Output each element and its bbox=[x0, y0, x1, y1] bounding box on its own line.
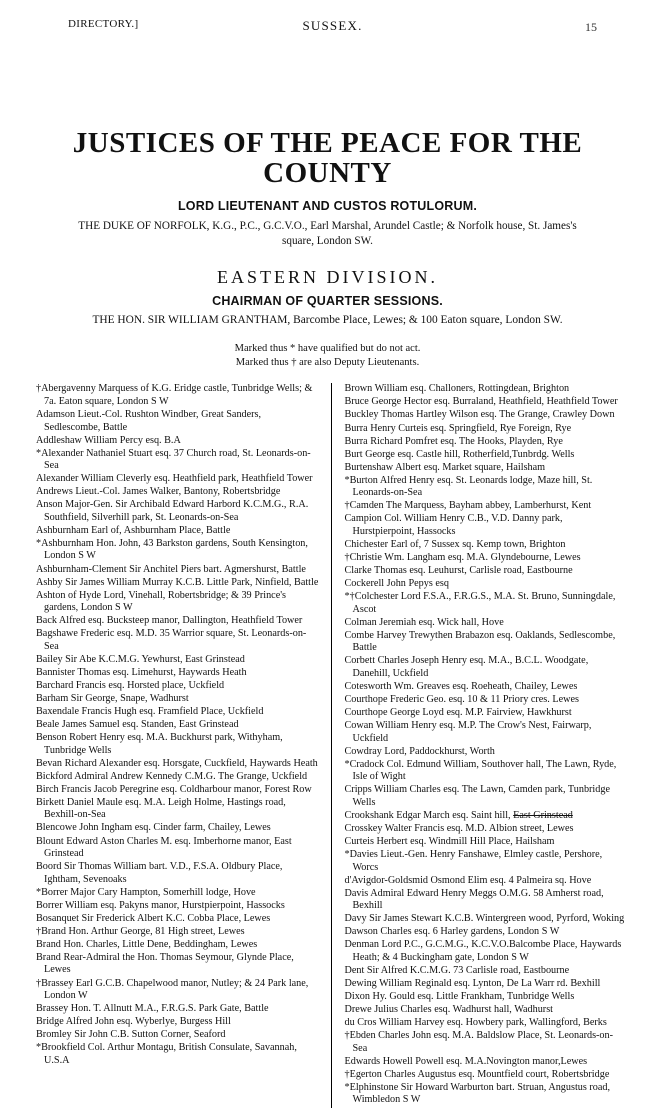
justice-entry: Brand Hon. Charles, Little Dene, Beddingham, Lewes bbox=[36, 938, 258, 950]
justice-entry: Baxendale Francis Hugh esq. Framfield Place, Uckfield bbox=[36, 706, 264, 718]
justice-entry: Courthope George Loyd esq. M.P. Fairview, Hawkhurst bbox=[344, 707, 572, 719]
chairman-heading: CHAIRMAN OF QUARTER SESSIONS. bbox=[212, 294, 443, 309]
justice-entry: †Brand Hon. Arthur George, 81 High street, Lewes bbox=[36, 925, 245, 937]
justice-entry: Ashburnham-Clement Sir Anchitel Piers bart. Agmershurst, Battle bbox=[36, 563, 306, 575]
justice-entry: Bagshawe Frederic esq. M.D. 35 Warrior square, St. Leonards-on-Sea bbox=[36, 628, 307, 652]
justice-entry: Curteis Herbert esq. Windmill Hill Place, Hailsham bbox=[344, 836, 555, 848]
justice-entry: Cockerell John Pepys esq bbox=[344, 578, 449, 590]
justice-entry: Bannister Thomas esq. Limehurst, Haywards Heath bbox=[36, 666, 247, 678]
justice-entry: †Abergavenny Marquess of K.G. Eridge castle, Tunbridge Wells; & 7a. Eaton square, London S W bbox=[36, 383, 313, 407]
justice-entry: d'Avigdor-Goldsmid Osmond Elim esq. 4 Palmeira sq. Hove bbox=[344, 874, 592, 886]
justice-entry: Ashburnham Earl of, Ashburnham Place, Battle bbox=[36, 524, 231, 536]
page-title: JUSTICES OF THE PEACE FOR THE COUNTY bbox=[72, 127, 583, 190]
justice-entry: Anson Major-Gen. Sir Archibald Edward Harbord K.C.M.G., R.A. Southfield, Silverhill park, St. Leonards-on-Sea bbox=[36, 499, 309, 523]
justice-entry: Bosanquet Sir Frederick Albert K.C. Cobba Place, Lewes bbox=[36, 912, 271, 924]
justice-entry: Corbett Charles Joseph Henry esq. M.A., B.C.L. Woodgate, Danehill, Uckfield bbox=[344, 655, 589, 679]
justices-column-right bbox=[332, 383, 628, 1107]
justice-entry: Brand Rear-Admiral the Hon. Thomas Seymour, Glynde Place, Lewes bbox=[36, 951, 294, 976]
chairman-entry: THE HON. SIR WILLIAM GRANTHAM, Barcombe Place, Lewes; & 100 Eaton square, London SW. bbox=[92, 314, 563, 327]
justice-entry: Drewe Julius Charles esq. Wadhurst hall, Wadhurst bbox=[344, 1004, 553, 1016]
lord-lieutenant-entry: THE DUKE OF NORFOLK, K.G., P.C., G.C.V.O., Earl Marshal, Arundel Castle; & Norfolk house, St. James's square, London SW. bbox=[78, 219, 577, 247]
justice-entry: †Brassey Earl G.C.B. Chapelwood manor, Nutley; & 24 Park lane, London W bbox=[36, 977, 309, 1002]
justice-entry: Beale James Samuel esq. Standen, East Grinstead bbox=[36, 719, 239, 731]
justice-entry: Cotesworth Wm. Greaves esq. Roeheath, Chailey, Lewes bbox=[344, 680, 578, 692]
justice-entry: Bruce George Hector esq. Burraland, Heathfield, Heathfield Tower bbox=[344, 396, 618, 408]
justice-entry: *Elphinstone Sir Howard Warburton bart. Struan, Angustus road, Wimbledon S W bbox=[344, 1081, 611, 1106]
justice-entry: Back Alfred esq. Bucksteep manor, Dallington, Heathfield Tower bbox=[36, 615, 303, 627]
justice-entry: Dewing William Reginald esq. Lynton, De La Warr rd. Bexhill bbox=[344, 978, 601, 990]
justice-entry: Borrer William esq. Pakyns manor, Hurstpierpoint, Hassocks bbox=[36, 899, 285, 911]
justice-entry: Alexander William Cleverly esq. Heathfield park, Heathfield Tower bbox=[36, 473, 313, 485]
justice-entry: Cripps William Charles esq. The Lawn, Camden park, Tunbridge Wells bbox=[344, 784, 610, 808]
justice-entry: Birkett Daniel Maule esq. M.A. Leigh Holme, Hastings road, Bexhill-on-Sea bbox=[36, 796, 286, 821]
justice-entry: Andrews Lieut.-Col. James Walker, Bantony, Robertsbridge bbox=[36, 486, 281, 498]
division-heading: EASTERN DIVISION. bbox=[217, 267, 438, 288]
running-head-center: SUSSEX. bbox=[302, 18, 363, 33]
justice-entry: Edwards Howell Powell esq. M.A.Novington manor,Lewes bbox=[344, 1055, 588, 1067]
justice-entry: *†Colchester Lord F.S.A., F.R.G.S., M.A. St. Bruno, Sunningdale, Ascot bbox=[344, 591, 616, 615]
justice-entry: *Borrer Major Cary Hampton, Somerhill lodge, Hove bbox=[36, 886, 256, 898]
justice-entry: Courthope Frederic Geo. esq. 10 & 11 Priory cres. Lewes bbox=[344, 694, 579, 705]
justice-entry: Bridge Alfred John esq. Wyberlye, Burgess Hill bbox=[36, 1016, 231, 1028]
marked-note-dagger: Marked thus † are also Deputy Lieutenants. bbox=[235, 356, 420, 368]
justice-entry: *Davies Lieut.-Gen. Henry Fanshawe, Elmley castle, Pershore, Worcs bbox=[344, 849, 603, 873]
justice-entry: Blencowe John Ingham esq. Cinder farm, Chailey, Lewes bbox=[36, 822, 271, 834]
justice-entry: †Christie Wm. Langham esq. M.A. Glyndebourne, Lewes bbox=[344, 551, 581, 563]
justices-columns bbox=[36, 383, 627, 1107]
justice-entry: Bevan Richard Alexander esq. Horsgate, Cuckfield, Haywards Heath bbox=[36, 757, 318, 769]
justice-entry: Denman Lord P.C., G.C.M.G., K.C.V.O.Balcombe Place, Haywards Heath; & 4 Buckingham gate, London S W bbox=[344, 939, 622, 963]
justice-entry: Clarke Thomas esq. Leuhurst, Carlisle road, Eastbourne bbox=[344, 565, 573, 577]
justice-entry: Bromley Sir John C.B. Sutton Corner, Seaford bbox=[36, 1029, 226, 1041]
justice-entry: Davis Admiral Edward Henry Meggs O.M.G. 58 Amherst road, Bexhill bbox=[344, 887, 604, 912]
justice-entry: Colman Jeremiah esq. Wick hall, Hove bbox=[344, 616, 504, 628]
title-block bbox=[40, 128, 615, 369]
running-head-left: DIRECTORY.] bbox=[68, 18, 139, 30]
justice-entry: Adamson Lieut.-Col. Rushton Windber, Great Sanders, Sedlescombe, Battle bbox=[36, 408, 262, 433]
justice-entry: Crosskey Walter Francis esq. M.D. Albion street, Lewes bbox=[344, 822, 574, 834]
justice-entry: Benson Robert Henry esq. M.A. Buckhurst park, Withyham, Tunbridge Wells bbox=[36, 732, 283, 756]
justice-entry: *Cradock Col. Edmund William, Southover hall, The Lawn, Ryde, Isle of Wight bbox=[344, 758, 617, 783]
justice-entry: Ashton of Hyde Lord, Vinehall, Robertsbridge; & 39 Prince's gardens, London S W bbox=[36, 589, 287, 614]
justice-entry: Barham Sir George, Snape, Wadhurst bbox=[36, 693, 189, 704]
lord-lieutenant-heading: LORD LIEUTENANT AND CUSTOS ROTULORUM. bbox=[177, 198, 478, 213]
justice-entry: Bickford Admiral Andrew Kennedy C.M.G. The Grange, Uckfield bbox=[36, 770, 308, 782]
justice-entry: †Ebden Charles John esq. M.A. Baldslow Place, St. Leonards-on-Sea bbox=[344, 1030, 614, 1054]
justice-entry: du Cros William Harvey esq. Howbery park, Wallingford, Berks bbox=[344, 1017, 607, 1029]
justice-entry: *Burton Alfred Henry esq. St. Leonards lodge, Maze hill, St. Leonards-on-Sea bbox=[344, 474, 593, 499]
justice-entry: Ashby Sir James William Murray K.C.B. Little Park, Ninfield, Battle bbox=[36, 576, 319, 588]
justice-entry: Campion Col. William Henry C.B., V.D. Danny park, Hurstpierpoint, Hassocks bbox=[344, 513, 563, 537]
justice-entry: Barchard Francis esq. Horsted place, Uckfield bbox=[36, 679, 225, 691]
justice-entry: *Alexander Nathaniel Stuart esq. 37 Church road, St. Leonards-on-Sea bbox=[36, 447, 311, 472]
justice-entry: Birch Francis Jacob Peregrine esq. Coldharbour manor, Forest Row bbox=[36, 783, 312, 795]
justice-entry: Buckley Thomas Hartley Wilson esq. The Grange, Crawley Down bbox=[344, 409, 615, 421]
justice-entry: Burtenshaw Albert esq. Market square, Hailsham bbox=[344, 461, 546, 473]
justice-entry: *Ashburnham Hon. John, 43 Barkston gardens, South Kensington, London S W bbox=[36, 537, 308, 562]
justice-entry: Chichester Earl of, 7 Sussex sq. Kemp town, Brighton bbox=[344, 538, 566, 550]
justice-entry: Boord Sir Thomas William bart. V.D., F.S.A. Oldbury Place, Ightham, Sevenoaks bbox=[36, 861, 283, 885]
directory-page bbox=[0, 18, 655, 1106]
justice-entry: Blount Edward Aston Charles M. esq. Imberhorne manor, East Grinstead bbox=[36, 835, 292, 860]
justice-entry: Dawson Charles esq. 6 Harley gardens, London S W bbox=[344, 926, 560, 938]
justice-entry: Dent Sir Alfred K.C.M.G. 73 Carlisle road, Eastbourne bbox=[344, 964, 570, 976]
justice-entry: Dixon Hy. Gould esq. Little Frankham, Tunbridge Wells bbox=[344, 991, 575, 1003]
justice-entry: Crookshank Edgar March esq. Saint hill, East Grinstead bbox=[344, 809, 573, 821]
justice-entry: Addleshaw William Percy esq. B.A bbox=[36, 434, 181, 446]
justice-entry: Combe Harvey Trewythen Brabazon esq. Oaklands, Sedlescombe, Battle bbox=[344, 629, 616, 654]
justice-entry: Bailey Sir Abe K.C.M.G. Yewhurst, East Grinstead bbox=[36, 653, 245, 665]
justice-entry: *Brookfield Col. Arthur Montagu, British Consulate, Savannah, U.S.A bbox=[36, 1042, 297, 1066]
justice-entry: †Camden The Marquess, Bayham abbey, Lamberhurst, Kent bbox=[344, 500, 592, 512]
marked-note-asterisk: Marked thus * have qualified but do not act. bbox=[234, 343, 421, 355]
justices-column-left bbox=[36, 383, 332, 1107]
running-head bbox=[68, 18, 597, 58]
justice-entry: Burra Henry Curteis esq. Springfield, Rye Foreign, Rye bbox=[344, 422, 572, 434]
justice-entry: Burt George esq. Castle hill, Rotherfield,Tunbrdg. Wells bbox=[344, 448, 575, 460]
justice-entry: Brassey Hon. T. Allnutt M.A., F.R.G.S. Park Gate, Battle bbox=[36, 1003, 269, 1015]
justice-entry: Davy Sir James Stewart K.C.B. Wintergreen wood, Pyrford, Woking bbox=[344, 913, 625, 925]
marked-notes bbox=[40, 342, 615, 369]
justice-entry: †Egerton Charles Augustus esq. Mountfield court, Robertsbridge bbox=[344, 1068, 610, 1080]
justice-entry: Burra Richard Pomfret esq. The Hooks, Playden, Rye bbox=[344, 435, 563, 447]
justice-entry: Brown William esq. Challoners, Rottingdean, Brighton bbox=[344, 383, 570, 395]
justice-entry: Cowdray Lord, Paddockhurst, Worth bbox=[344, 745, 495, 757]
justice-entry: Cowan William Henry esq. M.P. The Crow's Nest, Fairwarp, Uckfield bbox=[344, 720, 592, 744]
page-number: 15 bbox=[585, 20, 597, 34]
